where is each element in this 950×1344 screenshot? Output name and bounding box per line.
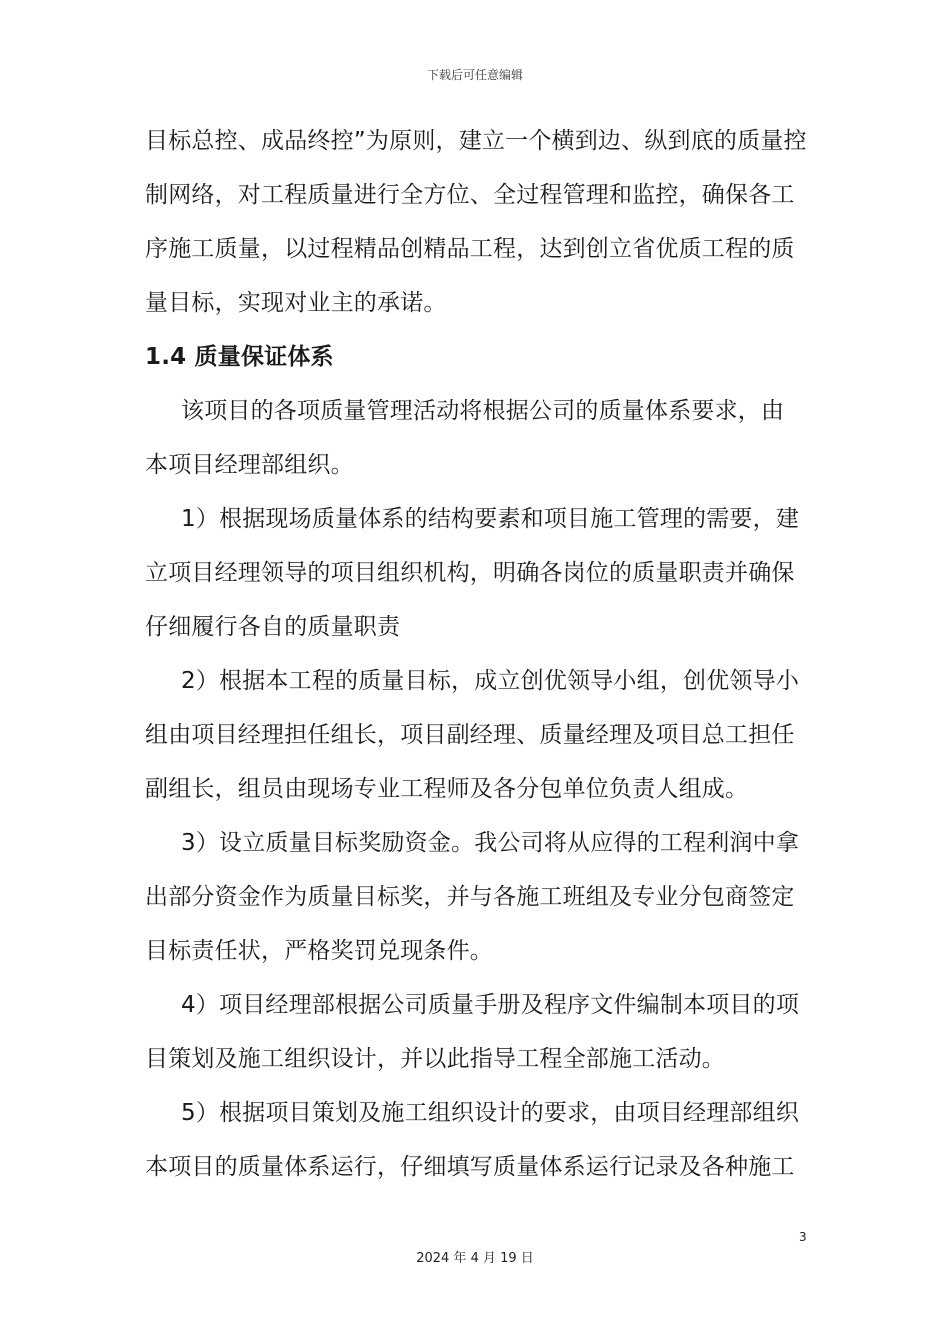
text-line: 出部分资金作为质量目标奖，并与各施工班组及专业分包商签定 <box>145 884 795 910</box>
text-line: 该项目的各项质量管理活动将根据公司的质量体系要求，由 <box>181 398 785 424</box>
text-line: 目标责任状，严格奖罚兑现条件。 <box>145 938 493 964</box>
text-line: 副组长，组员由现场专业工程师及各分包单位负责人组成。 <box>145 776 749 802</box>
text-line: 1）根据现场质量体系的结构要素和项目施工管理的需要，建 <box>181 506 800 532</box>
page-number: 3 <box>799 1230 807 1244</box>
document-body <box>145 114 810 1194</box>
section-heading: 1.4 质量保证体系 <box>145 344 334 370</box>
text-line: 立项目经理领导的项目组织机构，明确各岗位的质量职责并确保 <box>145 560 795 586</box>
page-header: 下载后可任意编辑 <box>426 68 523 82</box>
text-line: 4）项目经理部根据公司质量手册及程序文件编制本项目的项 <box>181 992 800 1018</box>
text-line: 目标总控、成品终控”为原则，建立一个横到边、纵到底的质量控 <box>145 128 807 154</box>
text-line: 组由项目经理担任组长，项目副经理、质量经理及项目总工担任 <box>145 722 795 748</box>
text-line: 量目标，实现对业主的承诺。 <box>145 290 447 316</box>
text-line: 本项目经理部组织。 <box>145 452 354 478</box>
text-line: 3）设立质量目标奖励资金。我公司将从应得的工程利润中拿 <box>181 830 800 856</box>
text-line: 仔细履行各自的质量职责 <box>145 614 401 640</box>
text-line: 本项目的质量体系运行，仔细填写质量体系运行记录及各种施工 <box>145 1154 795 1180</box>
text-line: 2）根据本工程的质量目标，成立创优领导小组，创优领导小 <box>181 668 800 694</box>
text-line: 5）根据项目策划及施工组织设计的要求，由项目经理部组织 <box>181 1100 800 1126</box>
text-line: 目策划及施工组织设计，并以此指导工程全部施工活动。 <box>145 1046 725 1072</box>
text-line: 序施工质量，以过程精品创精品工程，达到创立省优质工程的质 <box>145 236 795 262</box>
text-line: 制网络，对工程质量进行全方位、全过程管理和监控，确保各工 <box>145 182 795 208</box>
footer-date: 2024 年 4 月 19 日 <box>416 1251 534 1266</box>
